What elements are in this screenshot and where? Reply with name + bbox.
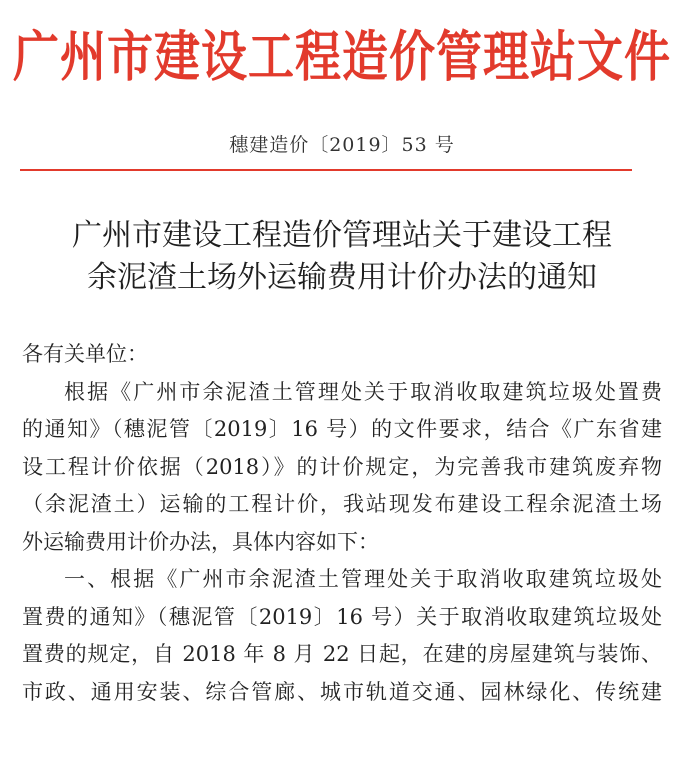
salutation: 各有关单位： <box>22 342 148 366</box>
body-line: 市政、通用安装、综合管廊、城市轨道交通、园林绿化、传统建 <box>22 679 662 704</box>
body-line: （余泥渣土）运输的工程计价，我站现发布建设工程余泥渣土场 <box>22 492 662 516</box>
body-line: 外运输费用计价办法，具体内容如下： <box>22 529 379 554</box>
notice-title-line: 广州市建设工程造价管理站关于建设工程 <box>72 218 612 253</box>
document-header-title: 广州市建设工程造价管理站文件 <box>13 24 671 89</box>
body-line: 置费的通知》（穗泥管〔2019〕16 号）关于取消收取建筑垃圾处 <box>22 604 662 629</box>
notice-title <box>0 215 684 299</box>
header-red-divider <box>20 169 632 171</box>
body-line: 置费的规定，自 2018 年 8 月 22 日起，在建的房屋建筑与装饰、 <box>22 642 662 666</box>
body-line: 一、根据《广州市余泥渣土管理处关于取消收取建筑垃圾处 <box>64 567 662 591</box>
document-body <box>22 336 662 711</box>
body-line: 根据《广州市余泥渣土管理处关于取消收取建筑垃圾处置费 <box>64 379 662 404</box>
body-line: 的通知》（穗泥管〔2019〕16 号）的文件要求，结合《广东省建 <box>22 417 662 441</box>
document-number: 穗建造价〔2019〕53 号 <box>229 134 455 156</box>
notice-title-line: 余泥渣土场外运输费用计价办法的通知 <box>87 260 597 295</box>
body-line: 设工程计价依据（2018）》的计价规定，为完善我市建筑废弃物 <box>22 454 662 479</box>
